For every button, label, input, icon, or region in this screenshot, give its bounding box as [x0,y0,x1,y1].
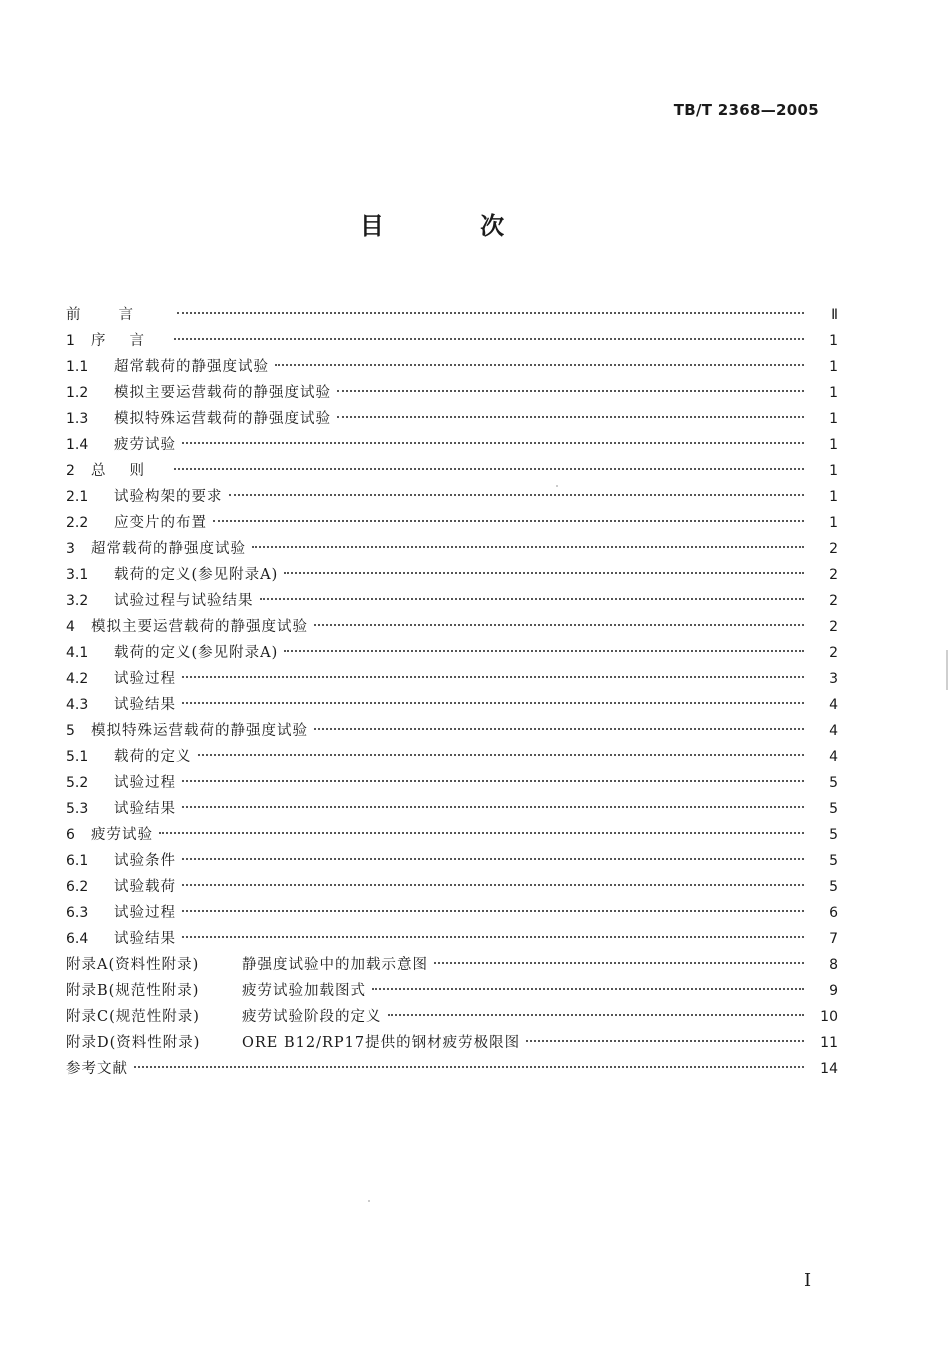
toc-entry-page: 5 [829,827,838,843]
toc-leader-dots [284,650,804,652]
toc-appendix-entry[interactable] [66,978,838,1004]
toc-entry-page: 5 [829,801,838,817]
page-number: I [804,1270,812,1291]
toc-entry-page: 2 [829,645,838,661]
toc-entry-page: 1 [829,333,838,349]
toc-entry-page: 14 [820,1061,838,1077]
toc-leader-dots [174,338,804,340]
toc-entry-label: 试验过程 [114,905,176,921]
toc-entry-label: 超常载荷的静强度试验 [91,541,246,557]
appendix-prefix: 附录B(规范性附录) [66,983,200,999]
toc-appendix-entry[interactable] [66,952,838,978]
toc-entry-number: 6.3 [66,905,89,921]
toc-entry-page: 5 [829,853,838,869]
toc-leader-dots [434,962,804,964]
toc-entry[interactable] [66,432,838,458]
toc-entry[interactable] [66,796,838,822]
toc-entry-label: 前言 [66,307,171,323]
toc-entry-number: 5.1 [66,749,89,765]
toc-entry-number: 3.2 [66,593,89,609]
toc-entry-number: 4.2 [66,671,89,687]
toc-entry-label: 试验结果 [114,697,176,713]
toc-entry[interactable] [66,848,838,874]
toc-entry[interactable] [66,900,838,926]
toc-leader-dots [284,572,804,574]
toc-entry-page: 1 [829,463,838,479]
toc-entry-page: 6 [829,905,838,921]
toc-entry-label: 试验载荷 [114,879,176,895]
toc-entry-page: 7 [829,931,838,947]
toc-entry[interactable] [66,328,838,354]
toc-entry[interactable] [66,562,838,588]
toc-leader-dots [252,546,804,548]
toc-entry-number: 5 [66,723,75,739]
toc-entry-label: 模拟特殊运营载荷的静强度试验 [91,723,308,739]
toc-entry[interactable] [66,874,838,900]
toc-leader-dots [134,1066,804,1068]
toc-appendix-entry[interactable] [66,1030,838,1056]
toc-entry[interactable] [66,510,838,536]
toc-leader-dots [177,312,804,314]
toc-entry-number: 1.4 [66,437,89,453]
toc-leader-dots [182,442,804,444]
toc-entry-page: 2 [829,541,838,557]
toc-entry-references[interactable] [66,1056,838,1082]
toc-entry-label: 载荷的定义 [114,749,192,765]
toc-entry-label: 超常载荷的静强度试验 [114,359,269,375]
toc-entry-page: 4 [829,723,838,739]
toc-entry-number: 1 [66,333,75,349]
toc-entry-number: 6 [66,827,75,843]
toc-entry-number: 2.2 [66,515,89,531]
toc-entry-number: 3 [66,541,75,557]
toc-entry-label: 总则 [91,463,168,479]
toc-entry-number: 4.3 [66,697,89,713]
scan-edge-mark [946,650,948,690]
toc-entry-page: Ⅱ [831,307,838,323]
toc-entry-page: 4 [829,697,838,713]
toc-leader-dots [388,1014,805,1016]
toc-entry-label: 模拟特殊运营载荷的静强度试验 [114,411,331,427]
toc-appendix-entry[interactable] [66,1004,838,1030]
toc-entry-page: 2 [829,567,838,583]
toc-entry[interactable] [66,718,838,744]
toc-entry-foreword[interactable] [66,302,838,328]
scan-speck [556,485,558,487]
toc-entry-page: 1 [829,411,838,427]
toc-entry-label: 序言 [91,333,168,349]
toc-leader-dots [182,702,804,704]
toc-entry[interactable] [66,354,838,380]
toc-entry-page: 2 [829,593,838,609]
toc-entry-label: 应变片的布置 [114,515,207,531]
toc-leader-dots [198,754,805,756]
standard-code: TB/T 2368—2005 [673,101,819,119]
toc-entry-label: 疲劳试验阶段的定义 [242,1009,382,1025]
toc-leader-dots [182,884,804,886]
toc-entry-number: 5.2 [66,775,89,791]
toc-entry-label: 疲劳试验 [114,437,176,453]
toc-entry-label: 模拟主要运营载荷的静强度试验 [114,385,331,401]
toc-entry[interactable] [66,458,838,484]
toc-entry-number: 3.1 [66,567,89,583]
toc-entry-label: 试验过程 [114,671,176,687]
toc-entry[interactable] [66,926,838,952]
toc-leader-dots [182,806,804,808]
appendix-prefix: 附录D(资料性附录) [66,1035,201,1051]
toc-entry-page: 1 [829,437,838,453]
toc-leader-dots [314,728,804,730]
toc-entry[interactable] [66,744,838,770]
toc-entry-page: 1 [829,515,838,531]
toc-leader-dots [337,390,804,392]
toc-entry-number: 1.2 [66,385,89,401]
toc-entry-label: 试验结果 [114,931,176,947]
toc-entry-page: 1 [829,385,838,401]
toc-leader-dots [213,520,804,522]
table-of-contents [66,302,838,1082]
toc-entry-number: 2 [66,463,75,479]
toc-entry-page: 9 [829,983,838,999]
toc-entry-page: 5 [829,775,838,791]
toc-entry[interactable] [66,614,838,640]
toc-leader-dots [229,494,805,496]
appendix-prefix: 附录A(资料性附录) [66,957,200,973]
toc-entry-page: 5 [829,879,838,895]
toc-entry-number: 6.2 [66,879,89,895]
toc-entry-label: 载荷的定义(参见附录A) [114,645,279,661]
toc-entry-number: 5.3 [66,801,89,817]
toc-entry-page: 11 [820,1035,838,1051]
toc-entry-label: 静强度试验中的加载示意图 [242,957,428,973]
appendix-prefix: 附录C(规范性附录) [66,1009,200,1025]
toc-entry[interactable] [66,484,838,510]
toc-leader-dots [337,416,804,418]
toc-entry[interactable] [66,692,838,718]
toc-entry-number: 1.3 [66,411,89,427]
toc-entry-label: ORE B12/RP17提供的钢材疲劳极限图 [242,1035,521,1051]
toc-leader-dots [174,468,804,470]
toc-leader-dots [159,832,804,834]
toc-entry-label: 模拟主要运营载荷的静强度试验 [91,619,308,635]
toc-entry[interactable] [66,406,838,432]
toc-entry-label: 载荷的定义(参见附录A) [114,567,279,583]
toc-leader-dots [182,936,804,938]
toc-entry-label: 疲劳试验加载图式 [242,983,366,999]
toc-entry-page: 10 [820,1009,838,1025]
toc-entry-label: 参考文献 [66,1061,128,1077]
toc-entry-page: 2 [829,619,838,635]
toc-entry-number: 2.1 [66,489,89,505]
toc-entry-label: 试验过程 [114,775,176,791]
toc-entry-label: 疲劳试验 [91,827,153,843]
toc-leader-dots [182,858,804,860]
toc-entry[interactable] [66,588,838,614]
toc-entry[interactable] [66,380,838,406]
toc-entry-number: 4.1 [66,645,89,661]
scan-speck [368,1200,370,1202]
toc-entry[interactable] [66,822,838,848]
toc-entry-page: 3 [829,671,838,687]
toc-entry-number: 6.1 [66,853,89,869]
toc-entry[interactable] [66,770,838,796]
toc-entry-label: 试验结果 [114,801,176,817]
toc-leader-dots [372,988,804,990]
toc-entry-label: 试验条件 [114,853,176,869]
toc-entry-number: 6.4 [66,931,89,947]
toc-leader-dots [314,624,804,626]
toc-entry-number: 4 [66,619,75,635]
toc-title: 目 次 [359,212,549,240]
toc-entry-page: 8 [829,957,838,973]
toc-entry[interactable] [66,536,838,562]
toc-leader-dots [260,598,805,600]
toc-entry[interactable] [66,666,838,692]
toc-entry-label: 试验过程与试验结果 [114,593,254,609]
toc-entry-page: 4 [829,749,838,765]
toc-entry-label: 试验构架的要求 [114,489,223,505]
toc-leader-dots [275,364,804,366]
toc-entry-page: 1 [829,489,838,505]
toc-leader-dots [526,1040,804,1042]
toc-entry[interactable] [66,640,838,666]
toc-leader-dots [182,676,804,678]
toc-entry-number: 1.1 [66,359,89,375]
toc-leader-dots [182,780,804,782]
toc-leader-dots [182,910,804,912]
toc-entry-page: 1 [829,359,838,375]
